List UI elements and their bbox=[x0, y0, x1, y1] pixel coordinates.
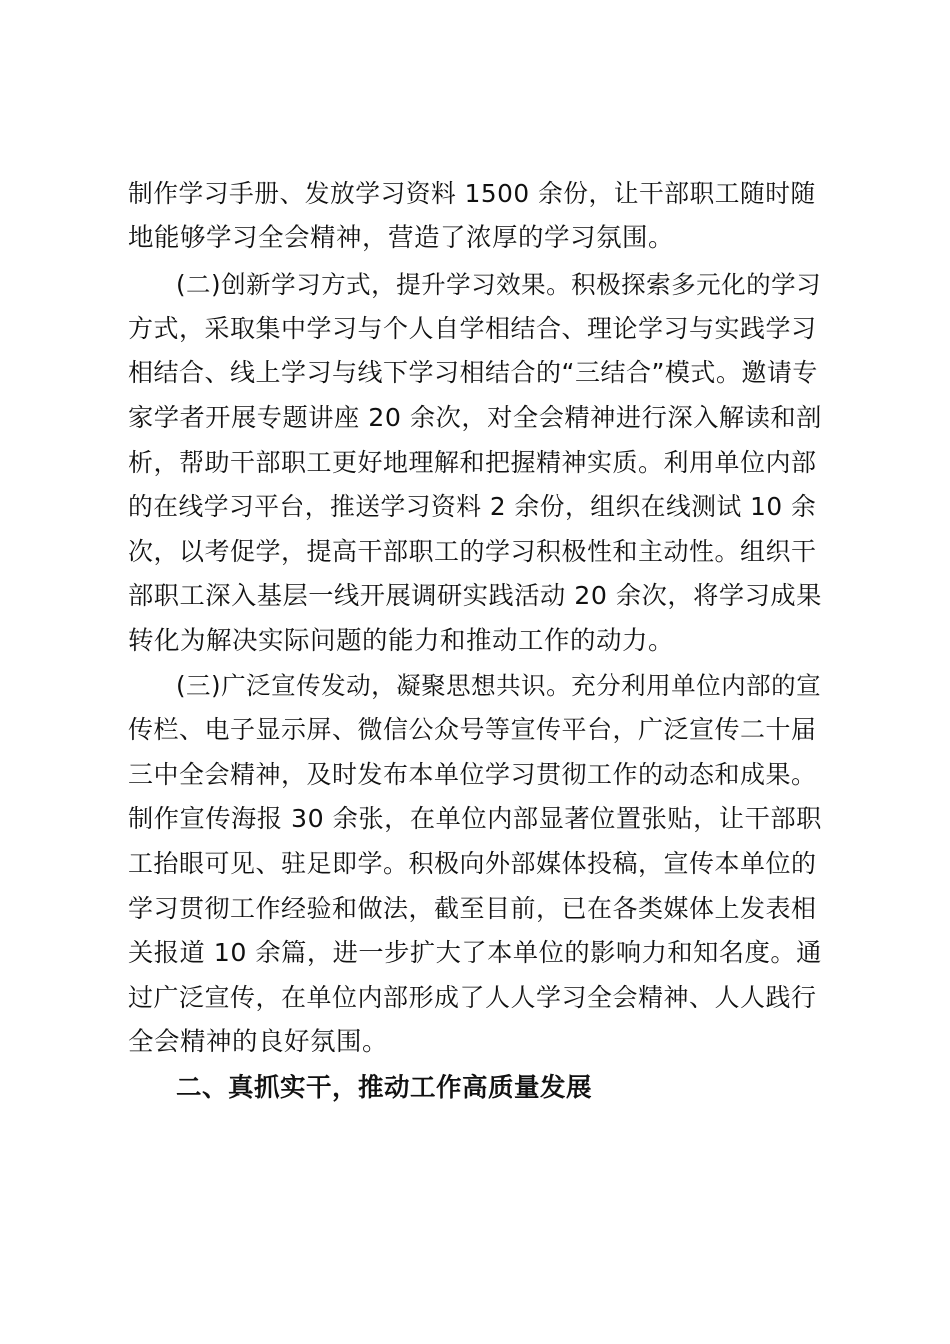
text-line: 工抬眼可见、驻足即学。积极向外部媒体投稿，宣传本单位的 bbox=[128, 849, 817, 878]
text-line: 地能够学习全会精神，营造了浓厚的学习氛围。 bbox=[128, 223, 675, 253]
text-line: 家学者开展专题讲座 20 余次，对全会精神进行深入解读和剖 bbox=[128, 403, 822, 432]
text-line: 制作宣传海报 30 余张，在单位内部显著位置张贴，让干部职 bbox=[128, 804, 822, 833]
text-line: 部职工深入基层一线开展调研实践活动 20 余次，将学习成果 bbox=[128, 581, 822, 610]
text-line: 转化为解决实际问题的能力和推动工作的动力。 bbox=[128, 626, 675, 656]
text-line: 相结合、线上学习与线下学习相结合的“三结合”模式。邀请专 bbox=[128, 358, 818, 387]
text-line: 析，帮助干部职工更好地理解和把握精神实质。利用单位内部 bbox=[128, 448, 817, 477]
section-heading: 二、真抓实干，推动工作高质量发展 bbox=[176, 1073, 593, 1103]
text-line: 全会精神的良好氛围。 bbox=[128, 1027, 389, 1057]
text-line: 三中全会精神，及时发布本单位学习贯彻工作的动态和成果。 bbox=[128, 760, 817, 789]
paragraph-start-line: (三)广泛宣传发动，凝聚思想共识。充分利用单位内部的宣 bbox=[176, 671, 822, 700]
text-line: 传栏、电子显示屏、微信公众号等宣传平台，广泛宣传二十届 bbox=[128, 715, 817, 744]
text-line: 学习贯彻工作经验和做法，截至目前，已在各类媒体上发表相 bbox=[128, 894, 817, 923]
text-line: 制作学习手册、发放学习资料 1500 余份，让干部职工随时随 bbox=[128, 179, 816, 208]
text-line: 关报道 10 余篇，进一步扩大了本单位的影响力和知名度。通 bbox=[128, 938, 822, 967]
text-line: 方式，采取集中学习与个人自学相结合、理论学习与实践学习 bbox=[128, 314, 817, 343]
text-line: 的在线学习平台，推送学习资料 2 余份，组织在线测试 10 余 bbox=[128, 492, 817, 521]
text-line: 次，以考促学，提高干部职工的学习积极性和主动性。组织干 bbox=[128, 537, 817, 566]
paragraph-start-line: (二)创新学习方式，提升学习效果。积极探索多元化的学习 bbox=[176, 270, 822, 299]
text-line: 过广泛宣传，在单位内部形成了人人学习全会精神、人人践行 bbox=[128, 983, 817, 1012]
